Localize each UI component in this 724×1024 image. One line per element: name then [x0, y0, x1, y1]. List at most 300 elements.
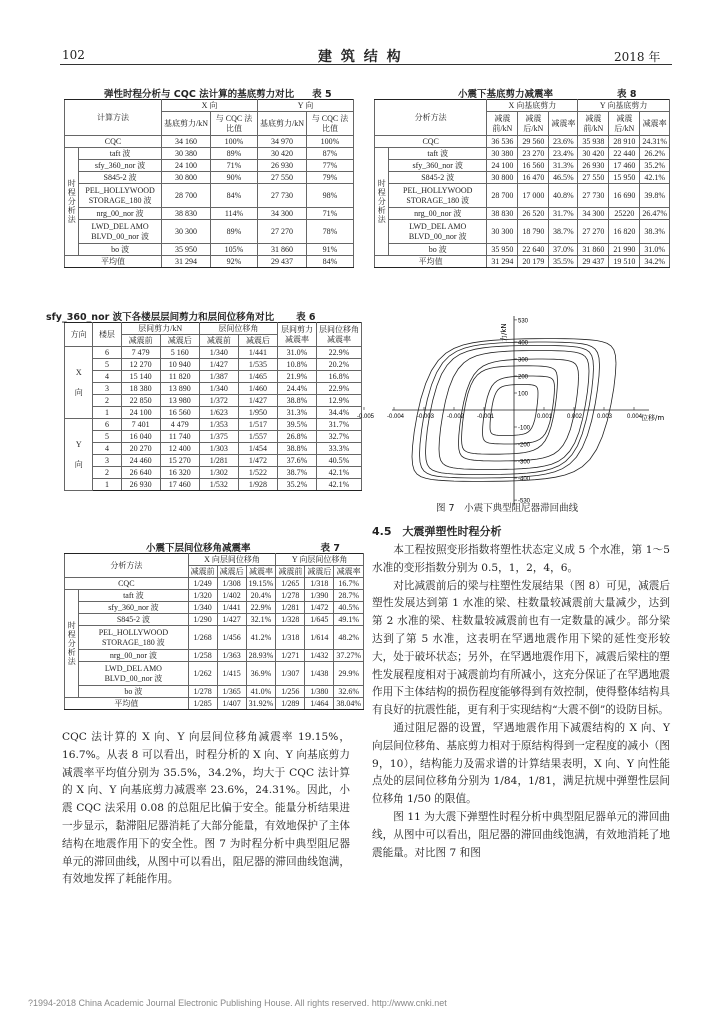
table-row — [375, 220, 670, 244]
table-cell: 21.9% — [278, 371, 317, 383]
table-cell: 1/278 — [188, 686, 217, 698]
table-cell: 1/427 — [199, 359, 238, 371]
table-cell: 1/302 — [199, 467, 238, 479]
table-cell: 1/407 — [217, 698, 246, 710]
t8-h-after: 减震后/kN — [609, 112, 640, 136]
table-cell: 31.3% — [278, 407, 317, 419]
table-cell: 39.5% — [278, 419, 317, 431]
table-cell: 1/375 — [199, 431, 238, 443]
table-cell: 87% — [307, 148, 354, 160]
table-cell: 35.2% — [640, 160, 670, 172]
copyright-footer: ?1994-2018 China Academic Journal Electronic Publishing House. All rights reserved. http://www.cnki.net — [28, 998, 447, 1008]
table-cell: 12.9% — [317, 395, 362, 407]
table-row — [65, 371, 362, 383]
table-row — [65, 220, 354, 244]
table-cell: 71% — [211, 160, 258, 172]
table-cell: 4 — [93, 371, 121, 383]
table-cell: 100% — [211, 136, 258, 148]
table-cell: 78% — [307, 220, 354, 244]
left-body-text: CQC 法计算的 X 向、Y 向层间位移角减震率 19.15%，16.7%。从表 8 可以看出，时程分析的 X 向、Y 向基底剪力减震率平均值分别为 35.5%，34.2%，均大于 CQC 法计算的 X 向、Y 向基底剪力减震率 23.6%，24.31%。因此，小震 CQC 法采用 0.08 的总阻尼比偏于安全。能量分析结果进一步显示，黏滞阻尼器消耗了大部分能量，有效地保护了主体结构在地震作用下的安全性。图 7 为时程分析中典型阻尼器单元的滞回曲线，从图中可以看出，阻尼器的滞回曲线饱满，有效地发挥了耗能作用。 — [62, 731, 350, 886]
table-cell: 1/465 — [238, 371, 277, 383]
t6-h-drift-rate: 层间位移角减震率 — [317, 323, 362, 347]
table-cell: 27 730 — [258, 184, 307, 208]
table-row — [65, 256, 354, 268]
table-cell: CQC — [65, 136, 162, 148]
table-cell: 79% — [307, 172, 354, 184]
table-cell: 20 179 — [518, 256, 549, 268]
table-cell: sfy_360_nor 波 — [79, 602, 188, 614]
table-cell: 16 470 — [518, 172, 549, 184]
table-cell: 31 294 — [487, 256, 518, 268]
table-cell: 1/522 — [238, 467, 277, 479]
t6-h-shear: 层间剪力/kN — [121, 323, 199, 335]
table-cell: 1/402 — [217, 590, 246, 602]
table-cell: S845-2 波 — [79, 172, 162, 184]
y-tick-label: -300 — [518, 459, 531, 466]
table-cell: 100% — [307, 136, 354, 148]
table-cell: 22 640 — [518, 244, 549, 256]
t6-h-floor: 楼层 — [93, 323, 121, 347]
table-cell: 3 — [93, 455, 121, 467]
table-cell: 91% — [307, 244, 354, 256]
table7-caption: 小震下层间位移角减震率 表 7 — [146, 543, 340, 554]
table-cell: 35.2% — [278, 479, 317, 491]
table-cell: 4 — [93, 443, 121, 455]
figure7-hysteresis-plot — [357, 308, 672, 505]
table-cell: 5 — [93, 431, 121, 443]
table-cell: 39.8% — [640, 184, 670, 208]
table-cell: 36.9% — [246, 662, 276, 686]
table-row — [65, 172, 354, 184]
t8-h-y: Y 向基底剪力 — [578, 100, 670, 112]
table-cell: 17 000 — [518, 184, 549, 208]
table-cell: 42.1% — [317, 467, 362, 479]
t8-h-x: X 向基底剪力 — [487, 100, 578, 112]
table-cell: 2 — [93, 395, 121, 407]
t7-h-before: 减震前 — [276, 566, 305, 578]
table-cell: 30 420 — [578, 148, 609, 160]
table-cell: 20 270 — [121, 443, 160, 455]
table-row — [65, 614, 364, 626]
table-cell: 1/950 — [238, 407, 277, 419]
t6-h-after: 减震后 — [160, 335, 199, 347]
t5-h-ratio: 与 CQC 法比值 — [211, 112, 258, 136]
table-cell: 18 380 — [121, 383, 160, 395]
group-label: 时程分析法 — [375, 148, 389, 256]
table-row — [65, 148, 354, 160]
page-number: 102 — [62, 48, 85, 62]
y-tick-label: 200 — [518, 374, 529, 381]
table7 — [64, 553, 364, 710]
table-cell: 34 160 — [162, 136, 211, 148]
table-cell: 40.5% — [317, 455, 362, 467]
t6-h-drift: 层间位移角 — [199, 323, 277, 335]
table-cell: 17 460 — [609, 160, 640, 172]
table-cell: 1/614 — [305, 626, 334, 650]
table-cell: 37.6% — [278, 455, 317, 467]
table-cell: 21 990 — [609, 244, 640, 256]
y-tick-label: -530 — [518, 498, 531, 505]
table-cell: 1/278 — [276, 590, 305, 602]
table-row — [65, 590, 364, 602]
table-cell: 平均值 — [65, 698, 189, 710]
table-cell: 1/285 — [188, 698, 217, 710]
table-cell: 1/390 — [305, 590, 334, 602]
table-cell: 27 550 — [258, 172, 307, 184]
table-cell: 34.4% — [317, 407, 362, 419]
table-cell: 24.31% — [640, 136, 670, 148]
table-cell: 1/271 — [276, 650, 305, 662]
table-row — [65, 244, 354, 256]
table-cell: 23.6% — [549, 136, 578, 148]
table-cell: 26 930 — [121, 479, 160, 491]
table-row — [375, 256, 670, 268]
paragraph-4: 图 11 为大震下弹塑性时程分析中典型阻尼器单元的滞回曲线，从图中可以看出，阻尼器的滞回曲线饱满，有效地消耗了地震能量。对比图 7 和图 — [372, 810, 670, 859]
table-cell: 1/532 — [199, 479, 238, 491]
group-label: 时程分析法 — [65, 148, 79, 256]
x-tick-label: -0.002 — [447, 414, 465, 420]
table-cell: 28.93% — [246, 650, 276, 662]
x-tick-label: 0.004 — [627, 414, 643, 420]
table-cell: 31.0% — [640, 244, 670, 256]
table-cell: PEL_HOLLYWOOD STORAGE_180 波 — [79, 626, 188, 650]
table-cell: 15 950 — [609, 172, 640, 184]
table-cell: 6 — [93, 347, 121, 359]
table-cell: 38.8% — [278, 395, 317, 407]
table-cell: 26.8% — [278, 431, 317, 443]
table-cell: 92% — [211, 256, 258, 268]
table-cell: 35.5% — [549, 256, 578, 268]
table-cell: 2 — [93, 467, 121, 479]
table-cell: 7 401 — [121, 419, 160, 431]
table-cell: 16 560 — [518, 160, 549, 172]
table-cell: 26.2% — [640, 148, 670, 160]
table-row — [375, 148, 670, 160]
table-cell: 1/454 — [238, 443, 277, 455]
table-cell: 30 420 — [258, 148, 307, 160]
table-cell: 1/464 — [305, 698, 334, 710]
table-cell: 27 550 — [578, 172, 609, 184]
t8-h-rate: 减震率 — [640, 112, 670, 136]
paragraph-3: 通过阻尼器的设置，罕遇地震作用下减震结构的 X 向、Y 向层间位移角、基底剪力相对于原结构得到一定程度的减小（图 9，10），结构能力及需求谱的计算结果表明，X 向、Y 向性能点处的层间位移角分别为 1/84，1/81，满足抗规中弹塑性层间位移角 1/50 的限值。 — [372, 721, 670, 806]
t5-h-shear: 基底剪力/kN — [258, 112, 307, 136]
table-cell: 40.5% — [334, 602, 364, 614]
table-cell: 29 437 — [578, 256, 609, 268]
table-cell: 1/290 — [188, 614, 217, 626]
table-cell: 1/928 — [238, 479, 277, 491]
table-cell: 38 830 — [162, 208, 211, 220]
table-row — [375, 208, 670, 220]
table-cell: 40.8% — [549, 184, 578, 208]
table-cell: 1/441 — [238, 347, 277, 359]
table-cell: S845-2 波 — [79, 614, 188, 626]
t7-h-after: 减震后 — [217, 566, 246, 578]
table-cell: 31.0% — [278, 347, 317, 359]
table-cell: taft 波 — [389, 148, 487, 160]
table-cell: taft 波 — [79, 590, 188, 602]
table-cell: 1 — [93, 479, 121, 491]
direction-label: Y 向 — [65, 419, 93, 491]
table-cell: 31.92% — [246, 698, 276, 710]
table-cell: 20.4% — [246, 590, 276, 602]
table-cell: 10 940 — [160, 359, 199, 371]
table-cell: S845-2 波 — [389, 172, 487, 184]
table-row — [65, 136, 354, 148]
table-cell: 16 690 — [609, 184, 640, 208]
table-row — [65, 160, 354, 172]
table-cell: 77% — [307, 160, 354, 172]
table-cell: 1/340 — [199, 383, 238, 395]
table-cell: 24 100 — [121, 407, 160, 419]
table-cell: 84% — [307, 256, 354, 268]
table-cell: 4 479 — [160, 419, 199, 431]
table-cell: 1/307 — [276, 662, 305, 686]
table-cell: 89% — [211, 148, 258, 160]
table-cell: 1/472 — [305, 602, 334, 614]
table-cell: 1/340 — [188, 602, 217, 614]
x-tick-label: 0.003 — [597, 414, 613, 420]
table-cell: 5 160 — [160, 347, 199, 359]
right-body-text — [372, 542, 670, 862]
table-cell: 1/438 — [305, 662, 334, 686]
table-cell: 35 938 — [578, 136, 609, 148]
table-cell: 1/268 — [188, 626, 217, 650]
table-cell: 1/281 — [276, 602, 305, 614]
t6-h-dir: 方向 — [65, 323, 93, 347]
table-cell: 1 — [93, 407, 121, 419]
table-cell: nrg_00_nor 波 — [79, 208, 162, 220]
table-row — [375, 136, 670, 148]
table-cell: 1/303 — [199, 443, 238, 455]
table-cell: 28 910 — [609, 136, 640, 148]
t8-h-before: 减震前/kN — [487, 112, 518, 136]
x-tick-label: -0.001 — [477, 414, 495, 420]
table-cell: 24.4% — [278, 383, 317, 395]
table-cell: 38.3% — [640, 220, 670, 244]
table-cell: 98% — [307, 184, 354, 208]
table-row — [65, 208, 354, 220]
table-row — [65, 419, 362, 431]
paragraph-2: 对比减震前后的梁与柱塑性发展结果（图 8）可见，减震后塑性发展达到第 1 水准的梁、柱数量较减震前大量减少，达到第 2 水准的梁、柱数量较减震前也有一定数量的减少。部分梁达到了第 5 水准，这表明在罕遇地震作用下梁的延性变形较大，处于破坏状态；另外，在罕遇地震作用下，减震后梁柱的塑性发展程度相对于减震前均有所减小，这充分保证了在罕遇地震作用下主体结构的损伤程度能够得到有效控制，使得整体结构具有良好的抗震性能，更有利于实现结构“大震不倒”的设防目标。 — [372, 579, 670, 717]
table-cell: 36 536 — [487, 136, 518, 148]
table-cell: CQC — [65, 578, 189, 590]
table-cell: 34 970 — [258, 136, 307, 148]
table-cell: 26 640 — [121, 467, 160, 479]
table-cell: 1/557 — [238, 431, 277, 443]
t5-h-ratio: 与 CQC 法比值 — [307, 112, 354, 136]
table-cell: bo 波 — [79, 244, 162, 256]
table-row — [65, 686, 364, 698]
direction-label: X 向 — [65, 347, 93, 419]
table-cell: 42.1% — [640, 172, 670, 184]
table-row — [65, 407, 362, 419]
table-cell: LWD_DEL AMO BLVD_00_nor 波 — [79, 662, 188, 686]
y-tick-label: -100 — [518, 425, 531, 432]
table-cell: 22.9% — [246, 602, 276, 614]
table-cell: 26 930 — [258, 160, 307, 172]
table-cell: 37.27% — [334, 650, 364, 662]
table-cell: 22.9% — [317, 347, 362, 359]
t8-h-method: 分析方法 — [375, 100, 487, 136]
table-cell: 30 800 — [487, 172, 518, 184]
table-cell: 20.2% — [317, 359, 362, 371]
table-cell: 38 830 — [487, 208, 518, 220]
x-axis-label: 位移/m — [641, 414, 665, 422]
t6-h-shear-rate: 层间剪力减震率 — [278, 323, 317, 347]
table-cell: bo 波 — [389, 244, 487, 256]
table-cell: 1/460 — [238, 383, 277, 395]
table-cell: 34.2% — [640, 256, 670, 268]
table-cell: 15 270 — [160, 455, 199, 467]
table-row — [375, 244, 670, 256]
table-cell: 37.0% — [549, 244, 578, 256]
table-cell: nrg_00_nor 波 — [389, 208, 487, 220]
table-cell: 1/365 — [217, 686, 246, 698]
table-cell: 16 320 — [160, 467, 199, 479]
table-cell: 1/517 — [238, 419, 277, 431]
table8 — [374, 99, 670, 268]
table-cell: 3 — [93, 383, 121, 395]
t5-h-method: 计算方法 — [65, 100, 162, 136]
table-cell: 38.04% — [334, 698, 364, 710]
table-cell: 71% — [307, 208, 354, 220]
table-row — [65, 626, 364, 650]
y-tick-label: 300 — [518, 357, 529, 364]
table-cell: 平均值 — [375, 256, 487, 268]
table-cell: 30 300 — [162, 220, 211, 244]
table-cell: 34 300 — [578, 208, 609, 220]
table-cell: 7 479 — [121, 347, 160, 359]
table-cell: 17 460 — [160, 479, 199, 491]
table-cell: 32.7% — [317, 431, 362, 443]
table-cell: taft 波 — [79, 148, 162, 160]
table-cell: 5 — [93, 359, 121, 371]
t5-h-y: Y 向 — [258, 100, 354, 112]
table-cell: 24 100 — [487, 160, 518, 172]
t8-h-before: 减震前/kN — [578, 112, 609, 136]
table-row — [65, 395, 362, 407]
table-row — [65, 479, 362, 491]
table-cell: 38.8% — [278, 443, 317, 455]
table-cell: 24 460 — [121, 455, 160, 467]
table-row — [65, 347, 362, 359]
table-row — [65, 698, 364, 710]
table-cell: 1/645 — [305, 614, 334, 626]
table-cell: 35 950 — [487, 244, 518, 256]
table-row — [65, 578, 364, 590]
y-tick-label: 530 — [518, 318, 529, 325]
table-cell: 23.4% — [549, 148, 578, 160]
table-cell: 30 800 — [162, 172, 211, 184]
t5-h-x: X 向 — [162, 100, 258, 112]
table-row — [65, 443, 362, 455]
table-cell: 16 820 — [609, 220, 640, 244]
section-heading: 4.5 大震弹塑性时程分析 — [372, 525, 502, 538]
table-cell: 49.1% — [334, 614, 364, 626]
table-cell: 29 437 — [258, 256, 307, 268]
t7-h-after: 减震后 — [305, 566, 334, 578]
table-cell: 29 560 — [518, 136, 549, 148]
table-cell: PEL_HOLLYWOOD STORAGE_180 波 — [389, 184, 487, 208]
table-cell: 28 700 — [487, 184, 518, 208]
table-cell: 31.7% — [549, 208, 578, 220]
table-cell: 90% — [211, 172, 258, 184]
table-cell: 48.2% — [334, 626, 364, 650]
y-tick-label: -200 — [518, 442, 531, 449]
table-cell: 1/535 — [238, 359, 277, 371]
table-cell: 1/353 — [199, 419, 238, 431]
table-cell: 41.2% — [246, 626, 276, 650]
table6-caption: sfy_360_nor 波下各楼层层间剪力和层间位移角对比 表 6 — [46, 312, 316, 323]
table-cell: sfy_360_nor 波 — [79, 160, 162, 172]
table-cell: 31 860 — [258, 244, 307, 256]
table-cell: 105% — [211, 244, 258, 256]
table-cell: 1/441 — [217, 602, 246, 614]
table-cell: 26 520 — [518, 208, 549, 220]
table-row — [375, 160, 670, 172]
table-cell: 16 560 — [160, 407, 199, 419]
table8-caption: 小震下基底剪力减震率 表 8 — [458, 89, 637, 100]
table-cell: LWD_DEL AMO BLVD_00_nor 波 — [389, 220, 487, 244]
t7-h-rate: 减震率 — [334, 566, 364, 578]
table-cell: 31.3% — [549, 160, 578, 172]
table-cell: 26.47% — [640, 208, 670, 220]
table-cell: 6 — [93, 419, 121, 431]
table-cell: 28 700 — [162, 184, 211, 208]
table-cell: 19.15% — [246, 578, 276, 590]
table-cell: 114% — [211, 208, 258, 220]
t7-h-method: 分析方法 — [65, 554, 189, 578]
table-cell: 1/456 — [217, 626, 246, 650]
table-cell: 26 930 — [578, 160, 609, 172]
table-cell: 1/432 — [305, 650, 334, 662]
table-row — [65, 383, 362, 395]
x-tick-label: -0.003 — [417, 414, 435, 420]
y-tick-label: -400 — [518, 476, 531, 483]
table-cell: 13 890 — [160, 383, 199, 395]
table-cell: 1/308 — [217, 578, 246, 590]
table-row — [65, 359, 362, 371]
table-cell: 1/387 — [199, 371, 238, 383]
table-cell: 27 730 — [578, 184, 609, 208]
table-cell: 11 740 — [160, 431, 199, 443]
y-tick-label: 400 — [518, 340, 529, 347]
table-cell: 27 270 — [258, 220, 307, 244]
table-cell: 29.9% — [334, 662, 364, 686]
table-cell: 22.9% — [317, 383, 362, 395]
x-tick-label: 0.001 — [537, 414, 553, 420]
table-cell: 1/472 — [238, 455, 277, 467]
table-row — [65, 431, 362, 443]
paragraph-1: 本工程按照变形指数将塑性状态定义成 5 个水准，第 1～5 水准的变形指数分别为 0.5，1，2，4，6。 — [372, 544, 670, 574]
table-cell: 31 294 — [162, 256, 211, 268]
table-cell: 1/320 — [188, 590, 217, 602]
table-cell: 平均值 — [65, 256, 162, 268]
table-cell: 42.1% — [317, 479, 362, 491]
x-tick-label: 0.002 — [567, 414, 583, 420]
table-cell: 12 270 — [121, 359, 160, 371]
table-cell: 30 380 — [162, 148, 211, 160]
table-cell: 34 300 — [258, 208, 307, 220]
table-cell: 22 440 — [609, 148, 640, 160]
x-tick-label: -0.004 — [387, 414, 405, 420]
table-cell: 27 270 — [578, 220, 609, 244]
table-cell: 16 040 — [121, 431, 160, 443]
table-row — [65, 650, 364, 662]
y-tick-label: 100 — [518, 391, 529, 398]
table-row — [375, 172, 670, 184]
t7-h-before: 减震前 — [188, 566, 217, 578]
